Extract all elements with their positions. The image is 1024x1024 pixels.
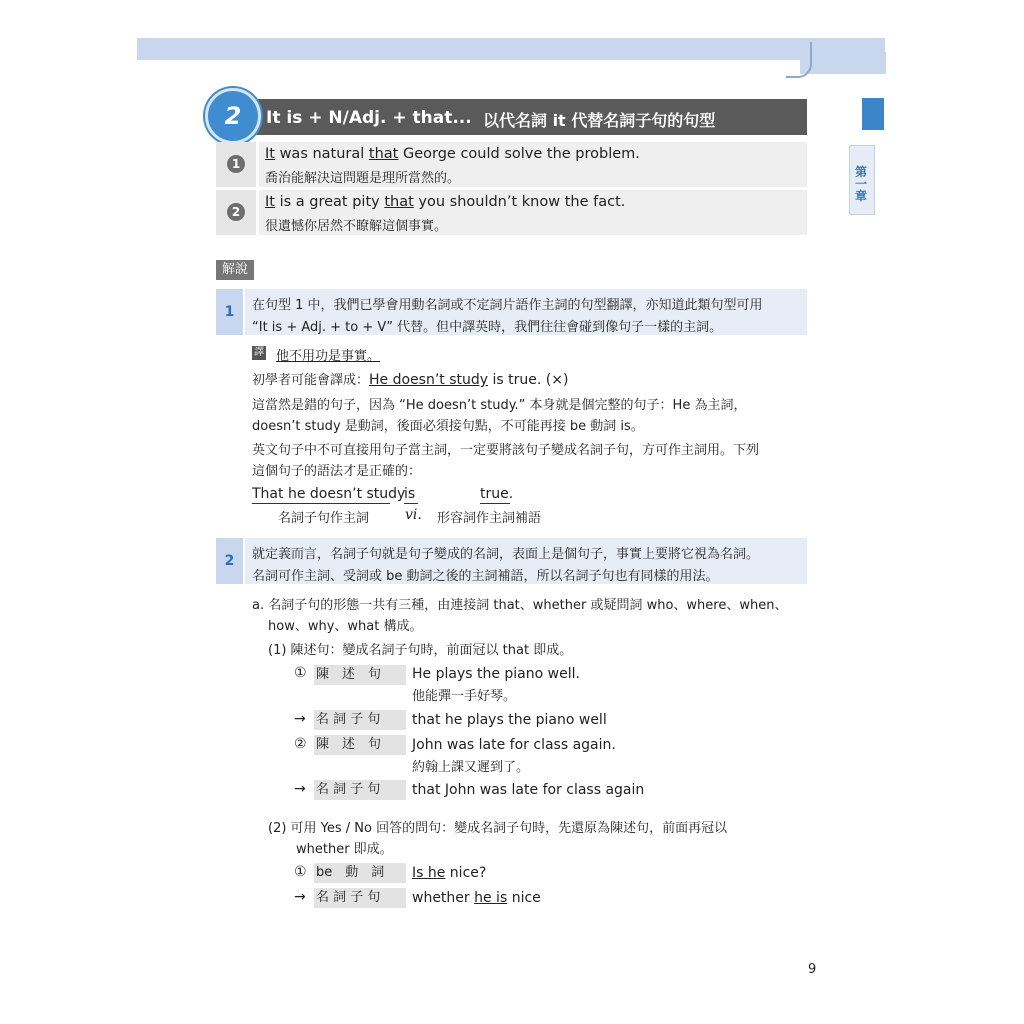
section-title-en: It is + N/Adj. + that... xyxy=(266,108,472,128)
explain-text: doesn’t study 是動詞，後面必須接句點，不可能再接 be 動詞 is。 xyxy=(252,419,644,434)
example-number: 2 xyxy=(227,203,245,221)
beginner-line xyxy=(252,369,568,388)
verb-caption: vi. xyxy=(405,507,422,523)
example-en xyxy=(265,194,625,210)
example-en-part: was natural xyxy=(274,146,369,162)
subrule-2-head: (2) 可用 Yes / No 回答的問句：變成名詞子句時，先還原為陳述句，前面再冠以 xyxy=(268,821,728,836)
chapter-char-3: 章 xyxy=(854,189,867,203)
subrule-2-head: whether 即成。 xyxy=(296,842,393,857)
wrong-subject: He doesn’t study xyxy=(369,372,489,388)
underlined-words: Is he xyxy=(412,865,446,881)
row-zh: 他能彈一手好琴。 xyxy=(412,689,517,704)
row-en: that John was late for class again xyxy=(412,782,645,798)
subject-underline xyxy=(252,503,390,504)
underlined-that: that xyxy=(384,194,414,210)
bookmark-tab xyxy=(862,98,884,130)
rule-a-text: a. 名詞子句的形態一共有三種，由連接詞 that、whether 或疑問詞 who、where、when、 xyxy=(252,598,788,613)
complement-underline xyxy=(480,503,510,504)
row-en xyxy=(412,890,541,906)
row-zh: 約翰上課又遲到了。 xyxy=(412,760,530,775)
row-label: be 動 詞 xyxy=(314,863,406,883)
row-label: 名 詞 子 句 xyxy=(314,710,406,730)
top-banner xyxy=(137,38,885,60)
rule-a-text: how、why、what 構成。 xyxy=(268,619,423,634)
point-text: 就定義而言，名詞子句就是句子變成的名詞，表面上是個句子，事實上要將它視為名詞。 xyxy=(252,547,760,562)
point-number: 1 xyxy=(216,289,243,335)
row-mark: ① xyxy=(294,665,307,681)
row-en xyxy=(412,865,486,881)
row-mark: ① xyxy=(294,864,307,880)
row-en: John was late for class again. xyxy=(412,737,616,753)
explain-text: 這當然是錯的句子，因為 “He doesn’t study.” 本身就是個完整的句子：He 為主詞， xyxy=(252,398,747,413)
subrule-1-head: (1) 陳述句：變成名詞子句時，前面冠以 that 即成。 xyxy=(268,643,573,658)
section-number-badge: 2 xyxy=(205,88,261,144)
arrow-icon: → xyxy=(294,711,306,727)
correct-subject: That he doesn’t study xyxy=(252,486,406,502)
section-title-zh: 以代名詞 it 代替名詞子句的句型 xyxy=(483,111,716,130)
beginner-text: 初學者可能會譯成： xyxy=(252,373,370,388)
explanation-label: 解說 xyxy=(216,260,254,280)
row-label: 陳 述 句 xyxy=(314,665,406,685)
point-text: 名詞可作主詞、受詞或 be 動詞之後的主詞補語，所以名詞子句也有同樣的用法。 xyxy=(252,569,719,584)
translate-prompt: 他不用功是事實。 xyxy=(276,349,381,364)
example-en-part: George could solve the problem. xyxy=(398,146,640,162)
row-en: He plays the piano well. xyxy=(412,666,580,682)
translate-mark-icon: 譯 xyxy=(254,347,264,358)
verb-underline xyxy=(404,503,418,504)
chapter-char-1: 第 xyxy=(854,165,867,179)
correct-verb: is xyxy=(404,486,416,502)
underlined-subject: It xyxy=(265,194,275,210)
row-en-part: whether xyxy=(412,890,475,906)
point-text: 在句型 1 中，我們已學會用動名詞或不定詞片語作主詞的句型翻譯，亦知道此類句型可用 xyxy=(252,298,763,313)
explain-text: 這個句子的語法才是正確的： xyxy=(252,464,422,479)
underlined-subject: It xyxy=(265,146,275,162)
arrow-icon: → xyxy=(294,781,306,797)
example-en-part: is a great pity xyxy=(274,194,385,210)
subject-caption: 名詞子句作主詞 xyxy=(278,511,370,526)
row-label: 陳 述 句 xyxy=(314,735,406,755)
row-mark: ② xyxy=(294,736,307,752)
underlined-words: he is xyxy=(474,890,508,906)
row-label: 名 詞 子 句 xyxy=(314,780,406,800)
example-en xyxy=(265,146,640,162)
row-en: that he plays the piano well xyxy=(412,712,607,728)
example-en-part: you shouldn’t know the fact. xyxy=(413,194,626,210)
page-number: 9 xyxy=(808,962,817,977)
example-zh: 很遺憾你居然不瞭解這個事實。 xyxy=(265,219,448,234)
chapter-char-2: 一 xyxy=(854,177,867,191)
correct-complement: true. xyxy=(480,486,514,502)
underlined-that: that xyxy=(368,146,399,162)
arrow-icon: → xyxy=(294,889,306,905)
row-label: 名 詞 子 句 xyxy=(314,888,406,908)
row-en-part: nice? xyxy=(445,865,487,881)
beginner-text: is true. (×) xyxy=(488,372,569,388)
example-number: 1 xyxy=(227,155,245,173)
row-en-part: nice xyxy=(507,890,541,906)
complement-caption: 形容詞作主詞補語 xyxy=(437,511,542,526)
example-zh: 喬治能解決這問題是理所當然的。 xyxy=(265,171,461,186)
point-number: 2 xyxy=(216,538,243,584)
point-text: “It is + Adj. + to + V” 代替。但中譯英時，我們往往會碰到像句子一樣的主詞。 xyxy=(252,320,723,335)
paperclip-icon xyxy=(786,42,812,78)
top-banner-tail xyxy=(800,52,886,74)
explain-text: 英文句子中不可直接用句子當主詞，一定要將該句子變成名詞子句，方可作主詞用。下列 xyxy=(252,443,760,458)
